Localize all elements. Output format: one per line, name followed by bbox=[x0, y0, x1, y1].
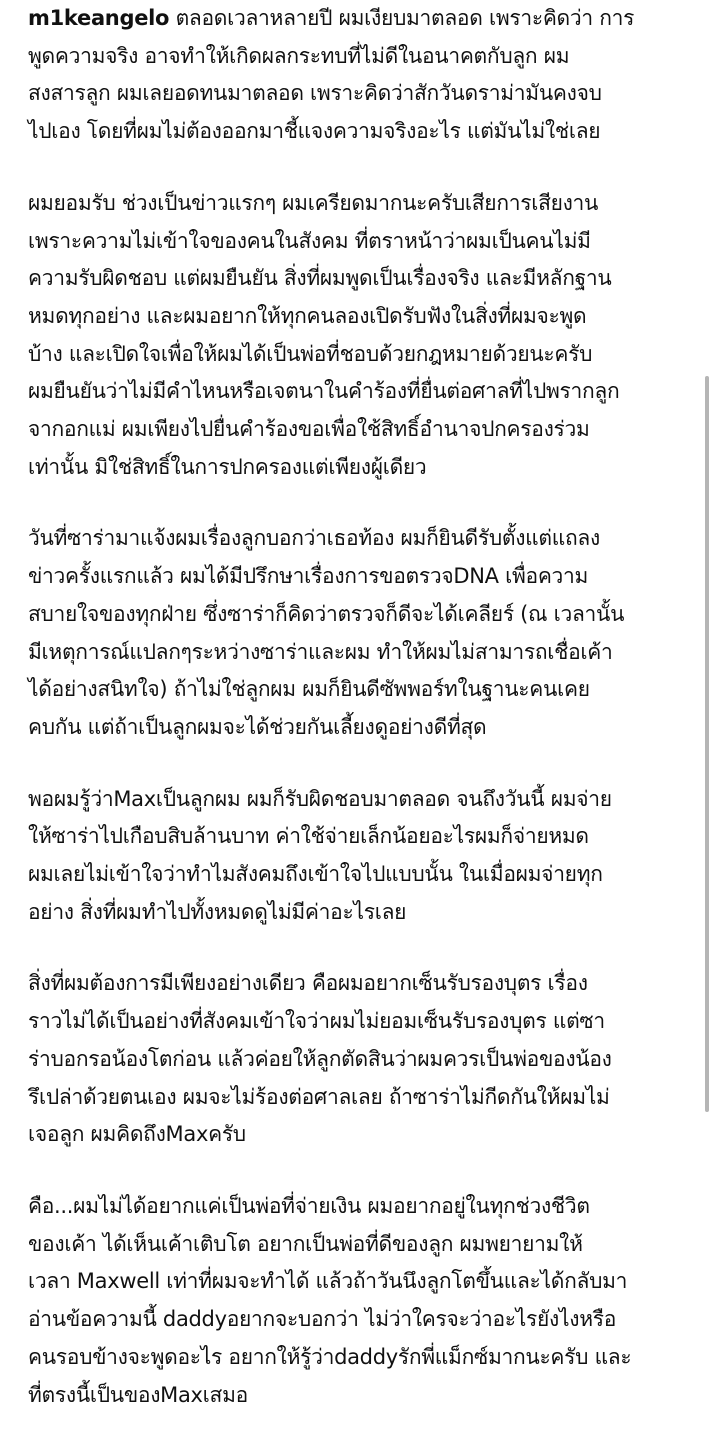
caption-paragraph-1 bbox=[28, 0, 698, 151]
caption-line: บ้าง และเปิดใจเพื่อให้ผมได้เป็นพ่อที่ชอบด้วยกฎหมายด้วยนะครับ bbox=[28, 341, 593, 366]
caption-line: พอผมรู้ว่าMaxเป็นลูกผม ผมก็รับผิดชอบมาตลอด จนถึงวันนี้ ผมจ่าย bbox=[28, 786, 612, 811]
caption-line: เท่านั้น มิใช่สิทธิ์ในการปกครองแต่เพียงผู้เดียว bbox=[28, 454, 427, 479]
caption-line: ผมยอมรับ ช่วงเป็นข่าวแรกๆ ผมเครียดมากนะครับเสียการเสียงาน bbox=[28, 190, 599, 215]
caption-line: จากอกแม่ ผมเพียงไปยื่นคำร้องขอเพื่อใช้สิทธิ์อำนาจปกครองร่วม bbox=[28, 417, 590, 442]
caption-paragraph-4 bbox=[28, 781, 698, 932]
caption-line: ที่ตรงนี้เป็นของMaxเสมอ bbox=[28, 1382, 248, 1407]
caption-line: ข่าวครั้งแรกแล้ว ผมได้มีปรึกษาเรื่องการขอตรวจDNA เพื่อความ bbox=[28, 564, 589, 589]
caption-line: ผมเลยไม่เข้าใจว่าทำไมสังคมถึงเข้าใจไปแบบนั้น ในเมื่อผมจ่ายทุก bbox=[28, 862, 603, 887]
caption-line: เพราะความไม่เข้าใจของคนในสังคม ที่ตราหน้าว่าผมเป็นคนไม่มี bbox=[28, 228, 591, 253]
caption-line: ได้อย่างสนิทใจ) ถ้าไม่ใช่ลูกผม ผมก็ยินดีซัพพอร์ทในฐานะคนเคย bbox=[28, 677, 590, 702]
caption-paragraph-5 bbox=[28, 965, 698, 1154]
caption-line: ให้ซาร่าไปเกือบสิบล้านบาท ค่าใช้จ่ายเล็กน้อยอะไรผมก็จ่ายหมด bbox=[28, 824, 589, 849]
caption-line: คนรอบข้างจะพูดอะไร อยากให้รู้ว่าdaddyรักพี่แม็กซ์มากนะครับ และ bbox=[28, 1344, 632, 1369]
caption-line: ไปเอง โดยที่ผมไม่ต้องออกมาชี้แจงความจริงอะไร แต่มันไม่ใช่เลย bbox=[28, 119, 601, 144]
caption-line: ความรับผิดชอบ แต่ผมยืนยัน สิ่งที่ผมพูดเป็นเรื่องจริง และมีหลักฐาน bbox=[28, 266, 612, 291]
caption-line: พูดความจริง อาจทำให้เกิดผลกระทบที่ไม่ดีในอนาคตกับลูก ผม bbox=[28, 43, 570, 68]
caption-line: หมดทุกอย่าง และผมอยากให้ทุกคนลองเปิดรับฟังในสิ่งที่ผมจะพูด bbox=[28, 303, 587, 328]
caption-line: ผมยืนยันว่าไม่มีคำไหนหรือเจตนาในคำร้องที่ยื่นต่อศาลที่ไปพรากลูก bbox=[28, 379, 620, 404]
caption-line: คบกัน แต่ถ้าเป็นลูกผมจะได้ช่วยกันเลี้ยงดูอย่างดีที่สุด bbox=[28, 714, 487, 739]
caption-paragraph-3 bbox=[28, 520, 698, 746]
caption-line: เจอลูก ผมคิดถึงMaxครับ bbox=[28, 1122, 246, 1147]
caption-line: มีเหตุการณ์แปลกๆระหว่างซาร่าและผม ทำให้ผมไม่สามารถเชื่อเค้า bbox=[28, 639, 613, 664]
post-caption bbox=[28, 0, 698, 1448]
username-link[interactable]: m1keangelo bbox=[28, 6, 170, 30]
caption-line: สงสารลูก ผมเลยอดทนมาตลอด เพราะคิดว่าสักวันดราม่ามันคงจบ bbox=[28, 81, 602, 106]
caption-line: อย่าง สิ่งที่ผมทำไปทั้งหมดดูไม่มีค่าอะไรเลย bbox=[28, 899, 407, 924]
caption-line: คือ...ผมไม่ได้อยากแค่เป็นพ่อที่จ่ายเงิน ผมอยากอยู่ในทุกช่วงชีวิต bbox=[28, 1193, 590, 1218]
caption-line: ของเค้า ได้เห็นเค้าเติบโต อยากเป็นพ่อที่ดีของลูก ผมพยายามให้ bbox=[28, 1231, 583, 1256]
caption-paragraph-2 bbox=[28, 185, 698, 487]
caption-line: สบายใจของทุกฝ่าย ซึ่งซาร่าก็คิดว่าตรวจก็ดีจะได้เคลียร์ (ณ เวลานั้น bbox=[28, 601, 625, 626]
caption-line: เวลา Maxwell เท่าที่ผมจะทำได้ แล้วถ้าวันนึงลูกโตขึ้นและได้กลับมา bbox=[28, 1269, 628, 1294]
caption-text: ตลอดเวลาหลายปี ผมเงียบมาตลอด เพราะคิดว่า การ bbox=[175, 6, 635, 30]
caption-line: ร่าบอกรอน้องโตก่อน แล้วค่อยให้ลูกตัดสินว่าผมควรเป็นพ่อของน้อง bbox=[28, 1046, 612, 1071]
caption-line bbox=[28, 0, 698, 38]
caption-line: รึเปล่าด้วยตนเอง ผมจะไม่ร้องต่อศาลเลย ถ้าซาร่าไม่กีดกันให้ผมไม่ bbox=[28, 1084, 610, 1109]
caption-line: สิ่งที่ผมต้องการมีเพียงอย่างเดียว คือผมอยากเซ็นรับรองบุตร เรื่อง bbox=[28, 971, 588, 996]
caption-line: อ่านข้อความนี้ daddyอยากจะบอกว่า ไม่ว่าใครจะว่าอะไรยังไงหรือ bbox=[28, 1307, 617, 1332]
caption-paragraph-6 bbox=[28, 1188, 698, 1414]
vertical-scrollbar[interactable] bbox=[705, 376, 709, 1112]
caption-line: วันที่ซาร่ามาแจ้งผมเรื่องลูกบอกว่าเธอท้อง ผมก็ยินดีรับตั้งแต่แถลง bbox=[28, 526, 600, 551]
caption-line: ราวไม่ได้เป็นอย่างที่สังคมเข้าใจว่าผมไม่ยอมเซ็นรับรองบุตร แต่ซา bbox=[28, 1009, 605, 1034]
